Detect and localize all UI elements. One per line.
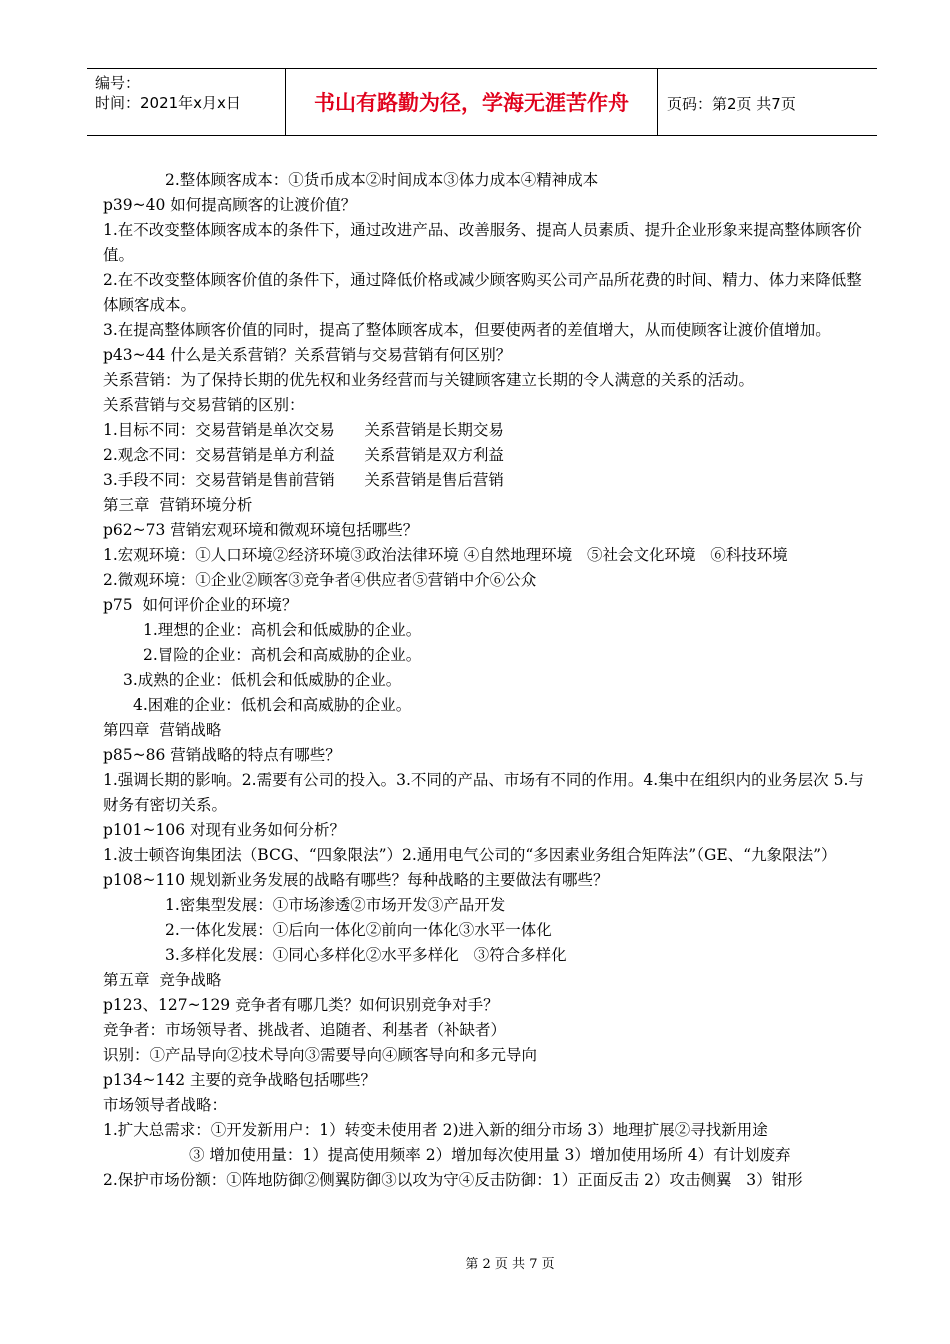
- text-line: p108~110 规划新业务发展的战略有哪些？每种战略的主要做法有哪些？: [103, 871, 609, 889]
- text-line: 3.成熟的企业：低机会和低威胁的企业。: [123, 671, 402, 689]
- text-line: p134~142 主要的竞争战略包括哪些？: [103, 1071, 377, 1089]
- text-line: 1.宏观环境：①人口环境②经济环境③政治法律环境 ④自然地理环境 ⑤社会文化环境 ⑥科技环境: [103, 546, 788, 564]
- text-line: ③ 增加使用量：1）提高使用频率 2）增加每次使用量 3）增加使用场所 4）有计划废弃: [189, 1146, 791, 1164]
- text-line: p39~40 如何提高顾客的让渡价值？: [103, 196, 357, 214]
- text-line: p62~73 营销宏观环境和微观环境包括哪些？: [103, 521, 419, 539]
- text-line: 关系营销：为了保持长期的优先权和业务经营而与关键顾客建立长期的令人满意的关系的活动。: [103, 371, 755, 389]
- document-time-label: 时间：2021年x月x日: [95, 94, 241, 112]
- text-line: 第三章 营销环境分析: [103, 496, 253, 514]
- text-line: 第五章 竞争战略: [103, 971, 222, 989]
- text-line: 3.多样化发展：①同心多样化②水平多样化 ③符合多样化: [165, 946, 567, 964]
- document-number-label: 编号：: [95, 74, 141, 92]
- text-line: 1.密集型发展：①市场渗透②市场开发③产品开发: [165, 896, 506, 914]
- text-line: p101~106 对现有业务如何分析？: [103, 821, 346, 839]
- text-line: 3.手段不同：交易营销是售前营销 关系营销是售后营销: [103, 471, 504, 489]
- text-line: 1.目标不同：交易营销是单次交易 关系营销是长期交易: [103, 421, 504, 439]
- text-line: 2.在不改变整体顾客价值的条件下，通过降低价格或减少顾客购买公司产品所花费的时间、精力、体力来降低整体顾客成本。: [103, 271, 862, 314]
- text-line: p85~86 营销战略的特点有哪些？: [103, 746, 341, 764]
- text-line: 2.冒险的企业：高机会和高威胁的企业。: [143, 646, 422, 664]
- header-page-number: 页码：第2页 共7页: [667, 94, 796, 113]
- document-body: [103, 168, 865, 1193]
- text-line: 1.理想的企业：高机会和低威胁的企业。: [143, 621, 422, 639]
- text-line: 2.整体顾客成本：①货币成本②时间成本③体力成本④精神成本: [165, 171, 599, 189]
- text-line: 竞争者：市场领导者、挑战者、追随者、利基者（补缺者）: [103, 1021, 507, 1039]
- page-header: [87, 68, 877, 136]
- text-line: 市场领导者战略：: [103, 1096, 228, 1114]
- text-line: 3.在提高整体顾客价值的同时，提高了整体顾客成本，但要使两者的差值增大，从而使顾客让渡价值增加。: [103, 321, 831, 339]
- text-line: p75 如何评价企业的环境？: [103, 596, 298, 614]
- text-line: p43~44 什么是关系营销？关系营销与交易营销有何区别？: [103, 346, 512, 364]
- text-line: 1.在不改变整体顾客成本的条件下，通过改进产品、改善服务、提高人员素质、提升企业形象来提高整体顾客价值。: [103, 221, 862, 264]
- text-line: 第四章 营销战略: [103, 721, 222, 739]
- text-line: 4.困难的企业：低机会和高威胁的企业。: [133, 696, 412, 714]
- text-line: 识别：①产品导向②技术导向③需要导向④顾客导向和多元导向: [103, 1046, 538, 1064]
- text-line: 1.波士顿咨询集团法（BCG、“四象限法”）2.通用电气公司的“多因素业务组合矩阵法”（GE、“九象限法”）: [103, 846, 837, 864]
- text-line: 2.保护市场份额：①阵地防御②侧翼防御③以攻为守④反击防御：1）正面反击 2）攻击侧翼 3）钳形: [103, 1171, 803, 1189]
- text-line: 1.强调长期的影响。2.需要有公司的投入。3.不同的产品、市场有不同的作用。4.集中在组织内的业务层次 5.与财务有密切关系。: [103, 771, 864, 814]
- text-line: 1.扩大总需求：①开发新用户：1）转变未使用者 2)进入新的细分市场 3）地理扩展②寻找新用途: [103, 1121, 768, 1139]
- text-line: 2.一体化发展：①后向一体化②前向一体化③水平一体化: [165, 921, 552, 939]
- page-footer: 第 2 页 共 7 页: [465, 1257, 555, 1272]
- text-line: p123、127~129 竞争者有哪几类？如何识别竞争对手？: [103, 996, 499, 1014]
- header-motto: 书山有路勤为径，学海无涯苦作舟: [285, 68, 658, 136]
- text-line: 关系营销与交易营销的区别：: [103, 396, 305, 414]
- header-meta: [95, 73, 241, 113]
- text-line: 2.微观环境：①企业②顾客③竞争者④供应者⑤营销中介⑥公众: [103, 571, 537, 589]
- text-line: 2.观念不同：交易营销是单方利益 关系营销是双方利益: [103, 446, 504, 464]
